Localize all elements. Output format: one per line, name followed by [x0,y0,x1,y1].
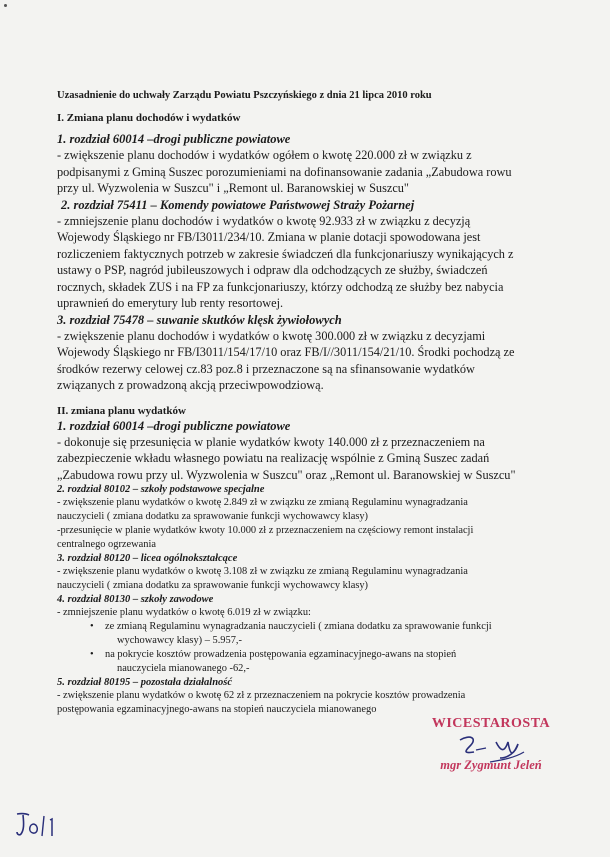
paragraph-line: Wojewody Śląskiego nr FB/I3011/154/17/10 oraz FB/I//3011/154/21/10. Środki pochodzą ze [57,345,515,359]
bullet-text-continued: wychowawcy klasy) – 5.957,- [117,635,242,646]
paragraph-line: - zwiększenie planu wydatków o kwotę 2.849 zł w związku ze zmianą Regulaminu wynagradzania [57,497,468,508]
paragraph-line: Wojewody Śląskiego nr FB/I3011/234/10. Zmiana w planie dotacji spowodowana jest [57,230,481,244]
paragraph-line: nauczycieli ( zmiana dodatku za sprawowanie funkcji wychowawcy klasy) [57,580,369,591]
document-body [57,90,587,717]
paragraph-line: środków rezerwy celowej cz.83 poz.8 i przeznaczone są na sfinansowanie wydatków [57,361,475,376]
paragraph-line: przy ul. Wyzwolenia w Suszcu" i „Remont ul. Baranowskiej w Suszcu" [57,181,409,195]
handwritten-signature [412,728,532,768]
section-2-item-1 [57,418,587,484]
document-title: Uzasadnienie do uchwały Zarządu Powiatu Pszczyńskiego z dnia 21 lipca 2010 roku [57,90,432,101]
bullet-item [57,648,587,676]
paragraph-line: centralnego ogrzewania [57,539,156,550]
bullet-text: ze zmianą Regulaminu wynagradzania nauczycieli ( zmiana dodatku za sprawowanie funkcji [105,621,492,632]
paragraph-line: - zwiększenie planu wydatków o kwotę 62 zł z przeznaczeniem na pokrycie kosztów prowadzenia [57,690,466,701]
bullet-text-continued: nauczyciela mianowanego -62,- [117,663,250,674]
section-2-item-2 [57,483,587,552]
paragraph-line: nauczycieli ( zmiana dodatku za sprawowanie funkcji wychowawcy klasy) [57,511,369,522]
section-2-item-4 [57,593,587,676]
section-1-item-2-heading: 2. rozdział 75411 – Komendy powiatowe Państwowej Straży Pożarnej [61,197,415,212]
paragraph-line: uprawnień do emerytury lub renty resortowej. [57,296,284,310]
section-2-item-1-heading: 1. rozdział 60014 –drogi publiczne powiatowe [57,418,291,433]
paragraph-line: ustawy o PSP, nagród jubileuszowych i odpraw dla odchodzących ze służby, świadczeń [57,263,488,277]
handwritten-note-jo [14,810,64,842]
paragraph-line: -przesunięcie w planie wydatków kwoty 10.000 zł z przeznaczeniem na częściowy remont instalacji [57,525,474,536]
bullet-text: na pokrycie kosztów prowadzenia postępowania egzaminacyjnego-awans na stopień [105,649,457,660]
bullet-item [57,620,587,648]
bullet-list [57,620,587,676]
paragraph-line: postępowania egzaminacyjnego-awans na stopień nauczyciela mianowanego [57,704,377,715]
paragraph-line: podpisanymi z Gminą Suszec porozumieniami na dofinansowanie zadania „Zabudowa rowu [57,164,512,179]
section-1-item-1-heading: 1. rozdział 60014 –drogi publiczne powiatowe [57,132,291,146]
paragraph-line: - dokonuje się przesunięcia w planie wydatków kwoty 140.000 zł z przeznaczeniem na [57,434,485,449]
paragraph-line: - zmniejszenie planu dochodów i wydatków o kwotę 92.933 zł w związku z decyzją [57,213,471,228]
paragraph-line: - zwiększenie planu wydatków o kwotę 3.108 zł w związku ze zmianą Regulaminu wynagradzania [57,566,468,577]
section-1-item-3 [57,312,587,394]
section-2-item-3 [57,552,587,593]
section-2-item-4-heading: 4. rozdział 80130 – szkoły zawodowe [57,594,214,605]
section-1-item-1 [57,131,587,197]
paragraph-line: rocznych, składek ZUS i na FP za funkcjonariuszy, którzy odchodzą ze służby bez nabycia [57,279,504,294]
stamp-title: WICESTAROSTA [431,716,551,731]
paragraph-line: zabezpieczenie wkładu własnego powiatu na realizację wspólnie z Gminą Suszec zadań [57,451,490,465]
section-2-item-5-heading: 5. rozdział 80195 – pozostała działalność [57,677,233,688]
section-2-item-2-heading: 2. rozdział 80102 – szkoły podstawowe specjalne [57,484,265,495]
paragraph-line: - zmniejszenie planu wydatków o kwotę 6.019 zł w związku: [57,607,311,618]
section-1-heading: I. Zmiana planu dochodów i wydatków [57,112,241,124]
stamp-name: mgr Zygmunt Jeleń [440,758,542,772]
bullet-icon: • [90,621,94,632]
paragraph-line: rozliczeniem faktycznych potrzeb w zakresie świadczeń dla funkcjonariuszy wynikających z [57,246,514,261]
scan-speck [4,4,7,7]
bullet-icon: • [90,649,94,660]
paragraph-line: „Zabudowa rowu przy ul. Wyzwolenia w Suszcu" oraz „Remont ul. Baranowskiej w Suszcu" [57,467,516,482]
paragraph-line: związanych z prowadzoną akcją przeciwpowodziową. [57,378,324,392]
section-2-item-3-heading: 3. rozdział 80120 – licea ogólnokształcące [57,553,238,564]
paragraph-line: - zwiększenie planu dochodów i wydatków ogółem o kwotę 220.000 zł w związku z [57,148,472,162]
paragraph-line: - zwiększenie planu dochodów i wydatków o kwotę 300.000 zł w związku z decyzjami [57,328,486,343]
section-1-item-2 [57,197,587,312]
section-2-heading: II. zmiana planu wydatków [57,404,186,417]
section-1-item-3-heading: 3. rozdział 75478 – suwanie skutków klęsk żywiołowych [57,312,342,327]
section-2-item-5 [57,676,587,717]
